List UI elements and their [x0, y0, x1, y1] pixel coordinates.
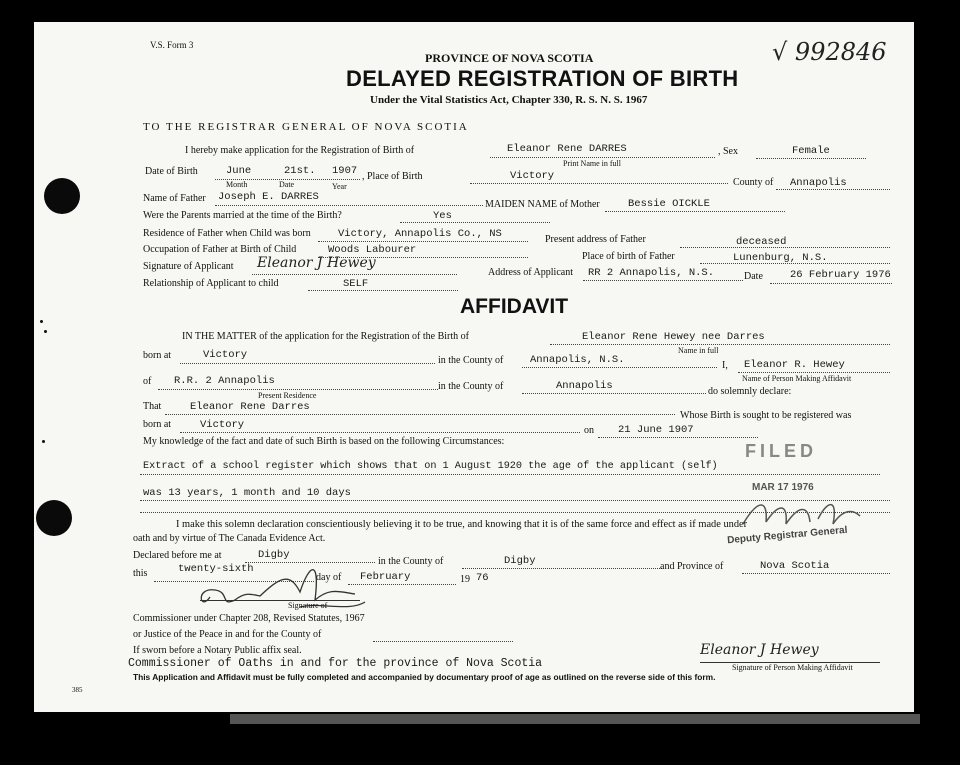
handwritten-file-number: √ 992846 — [772, 38, 887, 66]
province-heading: PROVINCE OF NOVA SCOTIA — [425, 51, 594, 65]
form-number: V.S. Form 3 — [150, 40, 194, 50]
subject-name-value: Eleanor Rene Hewey nee Darres — [582, 331, 765, 343]
declared-at-value: Digby — [258, 549, 290, 561]
year-prefix: 19 — [460, 574, 470, 585]
year-suffix: 76 — [476, 572, 489, 584]
deponent-line — [738, 372, 890, 373]
residence-county-line — [522, 393, 706, 394]
married-value: Yes — [433, 210, 452, 222]
residence-label: Residence of Father when Child was born — [143, 228, 311, 239]
dob-month-value: June — [226, 165, 252, 177]
whose-label: Whose Birth is sought to be registered was — [680, 410, 852, 421]
filed-date-stamp: MAR 17 1976 — [752, 482, 814, 493]
commissioner-county-line — [373, 641, 513, 642]
sex-label: , Sex — [718, 146, 738, 157]
born-at2-line — [180, 432, 580, 433]
province-value: Nova Scotia — [760, 560, 830, 572]
dob-date-value: 21st. — [284, 165, 316, 177]
place-value: Victory — [510, 170, 555, 182]
signature-of-caption: Signature of — [288, 601, 328, 610]
this-label: this — [133, 568, 148, 579]
scan-speck — [44, 330, 47, 333]
relationship-value: SELF — [343, 278, 369, 290]
dob-label: Date of Birth — [145, 166, 198, 177]
maiden-value: Bessie OICKLE — [628, 198, 710, 210]
occupation-value: Woods Labourer — [328, 244, 417, 256]
deponent-value: Eleanor R. Hewey — [744, 359, 845, 371]
punch-hole-bottom — [36, 500, 72, 536]
declared-county-line — [462, 568, 662, 569]
deputy-registrar-stamp: Deputy Registrar General — [726, 524, 848, 547]
child-name-caption: Print Name in full — [563, 159, 621, 168]
circumstance-2: was 13 years, 1 month and 10 days — [143, 487, 351, 499]
applicant-address-line — [583, 280, 743, 281]
residence-caption: Present Residence — [258, 391, 317, 400]
present-address-label: Present address of Father — [545, 234, 646, 245]
applicant-address-label: Address of Applicant — [488, 267, 573, 278]
residence-aff-value: R.R. 2 Annapolis — [174, 375, 275, 387]
sex-line — [756, 158, 866, 159]
maiden-label: MAIDEN NAME of Mother — [485, 199, 600, 210]
county-value: Annapolis — [790, 177, 847, 189]
county-line — [776, 189, 890, 190]
place-label: , Place of Birth — [362, 171, 423, 182]
that-value: Eleanor Rene Darres — [190, 401, 310, 413]
that-line — [165, 414, 675, 415]
born-county-value: Annapolis, N.S. — [530, 354, 625, 366]
of-label: of — [143, 376, 152, 387]
affiant-signature-caption: Signature of Person Making Affidavit — [732, 663, 853, 672]
month-caption: Month — [226, 180, 248, 189]
born-on-value: 21 June 1907 — [618, 424, 694, 436]
declared-label: Declared before me at — [133, 550, 222, 561]
punch-hole-top — [44, 178, 80, 214]
child-name-value: Eleanor Rene DARRES — [507, 143, 627, 155]
born-on-line — [598, 437, 758, 438]
province-label: and Province of — [660, 561, 724, 572]
knowledge-label: My knowledge of the fact and date of such Birth is based on the following Circumstances: — [143, 436, 505, 447]
occupation-label: Occupation of Father at Birth of Child — [143, 244, 297, 255]
matter-label: IN THE MATTER of the application for the Registration of the Birth of — [182, 331, 469, 342]
commissioner-signature-line — [200, 600, 360, 601]
on-label: on — [584, 425, 594, 436]
commissioner-stamp: Commissioner of Oaths in and for the province of Nova Scotia — [128, 657, 543, 670]
date-line — [770, 283, 892, 284]
father-pob-label: Place of birth of Father — [582, 251, 675, 262]
child-name-line — [490, 157, 715, 158]
form-title: DELAYED REGISTRATION OF BIRTH — [346, 66, 739, 91]
month-value: February — [360, 571, 411, 583]
present-address-value: deceased — [736, 236, 787, 248]
name-caption: Name in full — [678, 346, 719, 355]
day-of-label: day of — [316, 572, 342, 583]
father-line — [215, 205, 483, 206]
declare-label: do solemnly declare: — [708, 386, 792, 397]
affidavit-heading: AFFIDAVIT — [460, 295, 569, 318]
date-value: 26 February 1976 — [790, 269, 891, 281]
in-county-label-3: in the County of — [378, 556, 444, 567]
date-label: Date — [744, 271, 763, 282]
registrar-signature — [738, 494, 868, 534]
father-pob-value: Lunenburg, N.S. — [733, 252, 828, 264]
deponent-caption: Name of Person Making Affidavit — [742, 374, 852, 383]
day-value: twenty-sixth — [178, 563, 254, 575]
married-line — [400, 222, 550, 223]
in-county-label: in the County of — [438, 355, 504, 366]
applicant-signature: Eleanor J Hewey — [257, 255, 376, 271]
year-caption: Year — [332, 182, 347, 191]
that-label: That — [143, 401, 162, 412]
circumstance-line-1 — [140, 474, 880, 475]
notary-note: If sworn before a Notary Public affix seal. — [133, 645, 302, 656]
father-value: Joseph E. DARRES — [218, 191, 319, 203]
father-label: Name of Father — [143, 193, 206, 204]
born-at-label: born at — [143, 350, 172, 361]
subject-name-line — [550, 344, 890, 345]
filed-stamp: FILED — [745, 441, 817, 461]
relationship-line — [308, 290, 458, 291]
residence-aff-line — [158, 389, 438, 390]
commissioner-line-2: or Justice of the Peace in and for the County of — [133, 629, 322, 640]
footer-note: This Application and Affidavit must be fully completed and accompanied by documentary proof of age as outlined on the reverse side of this form. — [133, 672, 716, 682]
relationship-label: Relationship of Applicant to child — [143, 278, 279, 289]
residence-county-value: Annapolis — [556, 380, 613, 392]
scan-edge — [230, 714, 920, 724]
county-label: County of — [733, 177, 774, 188]
residence-value: Victory, Annapolis Co., NS — [338, 228, 502, 240]
in-county-label-2: in the County of — [438, 381, 504, 392]
born-at-label-2: born at — [143, 419, 172, 430]
residence-line — [318, 241, 528, 242]
commissioner-line-1: Commissioner under Chapter 208, Revised Statutes, 1967 — [133, 613, 365, 624]
apply-label: I hereby make application for the Registration of Birth of — [185, 145, 415, 156]
applicant-address-value: RR 2 Annapolis, N.S. — [588, 267, 715, 279]
declaration-text: I make this solemn declaration conscientiously believing it to be true, and knowing that it is of the same force and effect as if made under — [176, 519, 748, 530]
province-line — [742, 573, 890, 574]
i-label: I, — [722, 360, 728, 371]
married-label: Were the Parents married at the time of the Birth? — [143, 210, 342, 221]
place-line — [470, 183, 728, 184]
form-code: 385 — [72, 686, 83, 694]
scan-speck — [40, 320, 43, 323]
date-caption: Date — [279, 180, 295, 189]
born-at-value: Victory — [203, 349, 248, 361]
born-at-line — [180, 363, 435, 364]
scan-speck — [42, 440, 45, 443]
born-county-line — [522, 367, 717, 368]
declaration-text-2: oath and by virtue of The Canada Evidence Act. — [133, 533, 326, 544]
to-registrar-line: TO THE REGISTRAR GENERAL OF NOVA SCOTIA — [143, 121, 469, 133]
form-subtitle: Under the Vital Statistics Act, Chapter 330, R. S. N. S. 1967 — [370, 94, 648, 106]
born-at2-value: Victory — [200, 419, 245, 431]
dob-year-value: 1907 — [332, 165, 358, 177]
commissioner-signature — [190, 552, 390, 622]
signature-label: Signature of Applicant — [143, 261, 234, 272]
circumstance-1: Extract of a school register which shows that on 1 August 1920 the age of the applicant (self) — [143, 461, 718, 472]
signature-line — [252, 274, 457, 275]
affiant-signature: Eleanor J Hewey — [700, 642, 819, 658]
sex-value: Female — [792, 145, 830, 157]
declared-county-value: Digby — [504, 555, 536, 567]
maiden-line — [605, 211, 785, 212]
